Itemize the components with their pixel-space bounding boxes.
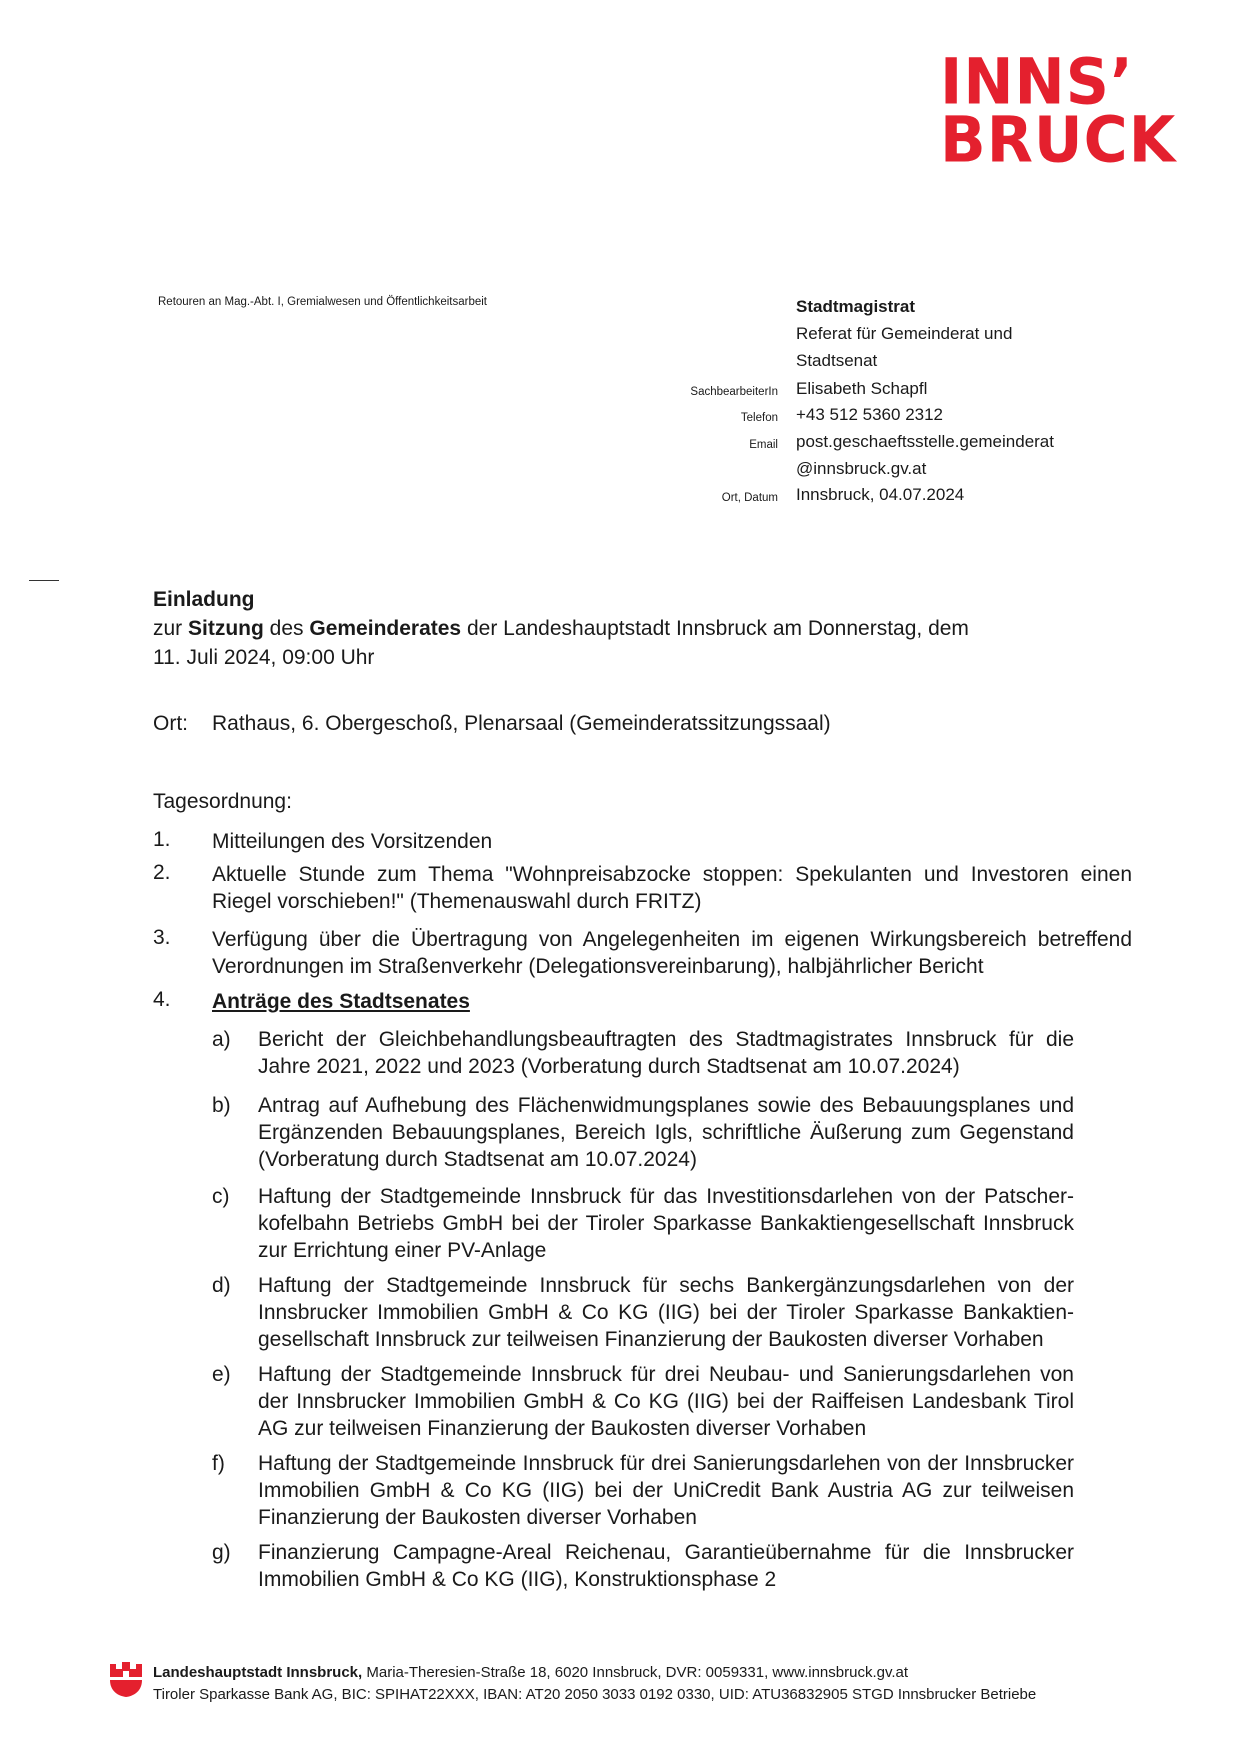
footer-bank: Tiroler Sparkasse Bank AG, BIC: SPIHAT22XXX, IBAN: AT20 2050 3033 0192 0330, UID: ATU36832905 STGD Innsbrucker Betriebe: [153, 1686, 1037, 1703]
phone-label: Telefon: [740, 412, 778, 424]
agenda-title: Tagesordnung:: [153, 790, 292, 813]
return-address: Retouren an Mag.-Abt. I, Gremialwesen und Öffentlichkeitsarbeit: [158, 296, 487, 308]
clerk-name: Elisabeth Schapfl: [796, 379, 928, 398]
invitation-heading: Einladung: [153, 588, 255, 611]
location-value: Rathaus, 6. Obergeschoß, Plenarsaal (Gemeinderatssitzungssaal): [212, 712, 831, 735]
logo-line-2: BRUCK: [940, 103, 1177, 178]
email-line1: post.geschaeftsstelle.gemeinderat: [796, 432, 1054, 451]
fold-mark: [29, 580, 59, 581]
email-label: Email: [749, 439, 778, 451]
city-emblem-icon: [108, 1660, 144, 1698]
footer-address: Landeshauptstadt Innsbruck, Maria-Theresien-Straße 18, 6020 Innsbruck, DVR: 0059331, www.innsbruck.gv.at: [153, 1664, 909, 1681]
sender-department: Stadtmagistrat: [796, 297, 916, 316]
innsbruck-logo: [940, 45, 1190, 178]
logo-line-1: INNS’: [940, 45, 1134, 120]
date-value: Innsbruck, 04.07.2024: [796, 485, 965, 504]
invitation-line-2: 11. Juli 2024, 09:00 Uhr: [153, 646, 375, 669]
location-label: Ort:: [153, 712, 188, 735]
sender-office-line2: Stadtsenat: [796, 351, 878, 370]
clerk-label: SachbearbeiterIn: [690, 386, 778, 398]
date-label: Ort, Datum: [721, 492, 778, 504]
invitation-line-1: zur Sitzung des Gemeinderates der Landeshauptstadt Innsbruck am Donnerstag, dem: [153, 617, 969, 640]
phone-value: +43 512 5360 2312: [796, 405, 944, 424]
email-line2: @innsbruck.gv.at: [796, 459, 927, 478]
sender-office-line1: Referat für Gemeinderat und: [796, 324, 1013, 343]
